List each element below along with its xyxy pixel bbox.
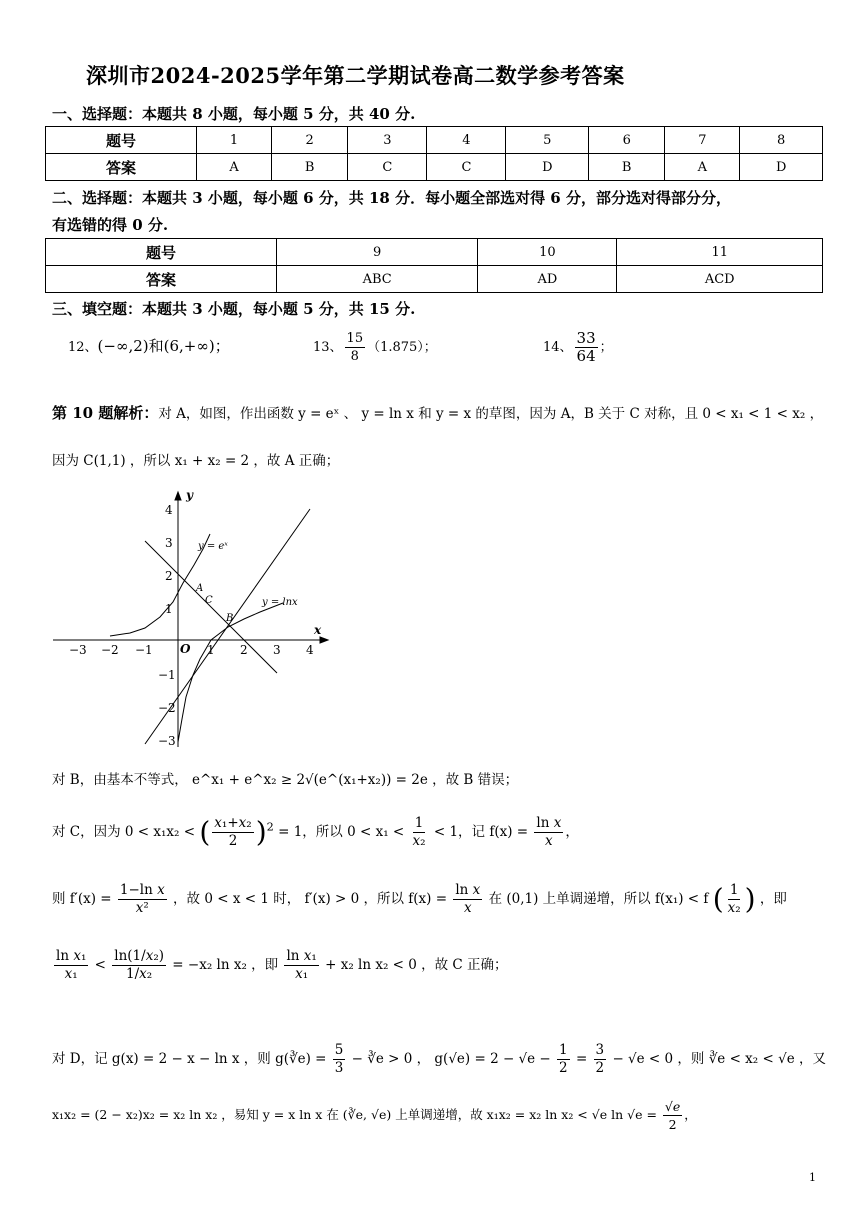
- text-segment: + x₂ ln x₂ < 0 ，故 C 正确；: [325, 957, 508, 973]
- text-segment: = 1，所以 0 < x₁ <: [278, 824, 405, 840]
- table-cell: B: [272, 154, 348, 181]
- text-segment: =: [575, 1051, 588, 1067]
- fraction: [54, 948, 88, 983]
- y-tick: −2: [158, 701, 176, 715]
- y-tick: −1: [158, 668, 176, 682]
- numerator: 15: [346, 331, 364, 346]
- paren: (: [712, 882, 724, 916]
- section2-answer-table: [45, 238, 823, 293]
- text-segment: − ∛e > 0 ，: [351, 1051, 431, 1067]
- page-title: 深圳市2024-2025学年第二学期试卷高二数学参考答案: [86, 63, 625, 88]
- y-tick: −3: [158, 734, 176, 748]
- denominator: x₂: [412, 833, 426, 849]
- text-segment: = −x₂ ln x₂ ，即: [172, 957, 279, 973]
- paren: (: [199, 815, 211, 849]
- text-segment: 在 (0,1) 上单调递增，所以 f(x₁) < f: [488, 891, 709, 907]
- x-tick: −2: [101, 643, 119, 657]
- table-cell: 4: [427, 127, 506, 154]
- answer-13: [313, 330, 437, 365]
- y-axis-arrow-icon: [175, 492, 181, 500]
- text-segment: < 1，记 f(x) =: [433, 824, 529, 840]
- denominator: x²: [135, 900, 149, 916]
- table-cell: A: [197, 154, 272, 181]
- denominator: x: [463, 900, 472, 916]
- row-label-question: 题号: [46, 127, 197, 154]
- analysis-line-c3: $\frac{\text{ln x₁}}{\text{x₁}}$ < $\frac{\text{ln(1/x₂)}}{\text{1/x₂}}$ = −x₂ ln x₂ ，即 $\frac{\text{ln x₁}}{\text{x₁}}$ + x₂ ln x₂ < 0 ，故 C 正确；: [56, 948, 508, 982]
- analysis-line-c2: [52, 882, 787, 917]
- analysis-line-c1: 对 C，因为 0 < x₁x₂ < ( $\frac{\text{x₁+x₂}}{2}$ )$^2$ = 1，所以 0 < x₁ < $\frac{1}{\text{x₂}}$ < 1，记 f(x) = $\frac{\text{ln x}}{x}$ ，: [52, 815, 579, 849]
- y-tick: 2: [165, 569, 173, 583]
- denominator: 2: [595, 1060, 605, 1076]
- table-cell: D: [506, 154, 589, 181]
- denominator: 2: [668, 1117, 677, 1132]
- y-tick: 4: [165, 503, 173, 517]
- table-cell: 11: [617, 239, 823, 266]
- x-axis-label: x: [314, 623, 322, 637]
- paren: ): [255, 815, 267, 849]
- text-segment: ，即: [759, 891, 787, 907]
- x-tick: 4: [306, 643, 314, 657]
- numerator: ln x₁: [286, 948, 317, 964]
- fraction: [557, 1042, 570, 1077]
- curve-exp: [110, 534, 210, 636]
- numerator: 3: [595, 1042, 605, 1058]
- numerator: 1: [729, 882, 739, 898]
- numerator: 1: [559, 1042, 568, 1058]
- table-cell: 1: [197, 127, 272, 154]
- answer-12: [68, 330, 230, 366]
- x-axis-arrow-icon: [320, 637, 328, 643]
- denominator: x₂: [727, 900, 741, 916]
- table-cell: 5: [506, 127, 589, 154]
- answer-12-prefix: 12、: [68, 340, 98, 355]
- numerator: 33: [576, 329, 596, 347]
- analysis-line-b: 对 B，由基本不等式， e^x₁ + e^x₂ ≥ 2√(e^(x₁+x₂)) = 2e ，故 B 错误；: [52, 772, 519, 788]
- section3-heading: 三、填空题：本题共 3 小题，每小题 5 分，共 15 分.: [52, 300, 416, 318]
- answer-13-suffix: （1.875）；: [367, 340, 437, 355]
- numerator: ln x₁: [56, 948, 87, 964]
- answer-13-prefix: 13、: [313, 340, 343, 355]
- numerator: 1: [414, 815, 424, 831]
- numerator: 5: [334, 1042, 344, 1058]
- fraction: [411, 815, 428, 850]
- analysis-text: 对 A，如图，作出函数 y = eˣ 、 y = ln x 和 y = x 的草图，因为 A，B 关于 C 对称，且 0 < x₁ < 1 < x₂ ，: [158, 406, 824, 422]
- denominator: x₁: [295, 966, 309, 982]
- table-cell: ABC: [277, 266, 478, 293]
- section1-heading: 一、选择题：本题共 8 小题，每小题 5 分，共 40 分.: [52, 105, 416, 123]
- y-tick: 1: [165, 602, 173, 616]
- analysis-heading: 第 10 题解析：: [52, 404, 159, 422]
- row-label-answer: 答案: [46, 154, 197, 181]
- text-segment: 对 D，记 g(x) = 2 − x − ln x ，则 g(∛e) =: [52, 1051, 327, 1067]
- page-number: 1: [809, 1171, 816, 1184]
- point-a-label: A: [196, 583, 204, 594]
- curve-exp-label: y = eˣ: [198, 541, 228, 552]
- fraction: [345, 330, 366, 365]
- denominator: x: [545, 833, 553, 849]
- table-cell: C: [427, 154, 506, 181]
- fraction: [112, 948, 166, 983]
- x-tick: 1: [207, 643, 215, 657]
- fraction: [534, 815, 563, 850]
- curve-ln-label: y = lnx: [262, 597, 298, 608]
- section2-heading-line2: 有选错的得 0 分.: [52, 216, 169, 234]
- table-cell: ACD: [617, 266, 823, 293]
- answer-14: [543, 330, 613, 365]
- denominator: 2: [228, 833, 238, 849]
- denominator: 64: [576, 347, 596, 365]
- text-segment: g(√e) = 2 − √e −: [434, 1051, 551, 1067]
- text-segment: 则 f′(x) =: [52, 891, 112, 907]
- text-segment: 对 C，因为 0 < x₁x₂ <: [52, 824, 196, 840]
- row-label-question: 题号: [46, 239, 277, 266]
- table-row: [46, 127, 823, 154]
- origin-label: O: [180, 642, 191, 656]
- table-cell: C: [348, 154, 427, 181]
- answer-14-suffix: ；: [599, 340, 613, 355]
- fraction: [594, 1042, 607, 1077]
- denominator: 2: [559, 1060, 568, 1076]
- table-cell: 7: [665, 127, 740, 154]
- x-tick: −3: [69, 643, 87, 657]
- text-segment: ，: [684, 1107, 697, 1122]
- numerator: ln(1/x₂): [114, 948, 164, 964]
- text-segment: ，故 0 < x < 1 时， f′(x) > 0 ，所以 f(x) =: [173, 891, 448, 907]
- fraction: [575, 330, 598, 365]
- table-row: [46, 266, 823, 293]
- fraction: [118, 882, 167, 917]
- fraction: [663, 1098, 682, 1133]
- point-b-label: B: [226, 613, 234, 624]
- answer-12-value: (−∞,2)和(6,+∞)；: [97, 337, 230, 355]
- numerator: ln x: [536, 815, 562, 831]
- table-cell: 10: [478, 239, 617, 266]
- table-row: [46, 239, 823, 266]
- table-row: [46, 154, 823, 181]
- table-cell: A: [665, 154, 740, 181]
- fraction: [212, 815, 253, 850]
- table-cell: 3: [348, 127, 427, 154]
- point-c-label: C: [205, 595, 213, 606]
- numerator: √e: [664, 1099, 681, 1114]
- numerator: 1−ln x: [119, 882, 165, 898]
- section2-heading-line1: 二、选择题：本题共 3 小题，每小题 6 分，共 18 分．每小题全部选对得 6 分，部分选对得部分分，: [52, 189, 731, 207]
- table-cell: 6: [589, 127, 665, 154]
- x-tick: −1: [135, 643, 153, 657]
- y-tick: 3: [165, 536, 173, 550]
- table-cell: D: [740, 154, 823, 181]
- analysis-line2: 因为 C(1,1) ，所以 x₁ + x₂ = 2 ，故 A 正确；: [52, 453, 340, 469]
- paren: ): [744, 882, 756, 916]
- analysis-line-d2: [52, 1098, 697, 1133]
- y-axis-label: y: [186, 488, 193, 502]
- text-segment: x₁x₂ = (2 − x₂)x₂ = x₂ ln x₂ ，易知 y = x ln x 在 (∛e, √e) 上单调递增，故 x₁x₂ = x₂ ln x₂ < √e ln √e =: [52, 1107, 657, 1122]
- fraction: [726, 882, 743, 917]
- fraction: [333, 1042, 346, 1077]
- denominator: x₁: [64, 966, 78, 982]
- denominator: 8: [350, 349, 359, 364]
- table-cell: 9: [277, 239, 478, 266]
- analysis-line-d1: [52, 1042, 826, 1077]
- table-cell: 2: [272, 127, 348, 154]
- x-tick: 3: [273, 643, 281, 657]
- denominator: 3: [334, 1060, 344, 1076]
- table-cell: B: [589, 154, 665, 181]
- fraction: [453, 882, 482, 917]
- answer-14-prefix: 14、: [543, 340, 573, 355]
- fraction: [284, 948, 318, 983]
- numerator: x₁+x₂: [214, 815, 252, 831]
- numerator: ln x: [455, 882, 481, 898]
- text-segment: − √e < 0 ，则 ∛e < x₂ < √e ，又: [612, 1051, 826, 1067]
- table-cell: AD: [478, 266, 617, 293]
- x-tick: 2: [240, 643, 248, 657]
- table-cell: 8: [740, 127, 823, 154]
- denominator: 1/x₂: [126, 966, 153, 982]
- function-graph: [48, 487, 338, 752]
- analysis-line1: [52, 402, 823, 423]
- section1-answer-table: [45, 126, 823, 181]
- row-label-answer: 答案: [46, 266, 277, 293]
